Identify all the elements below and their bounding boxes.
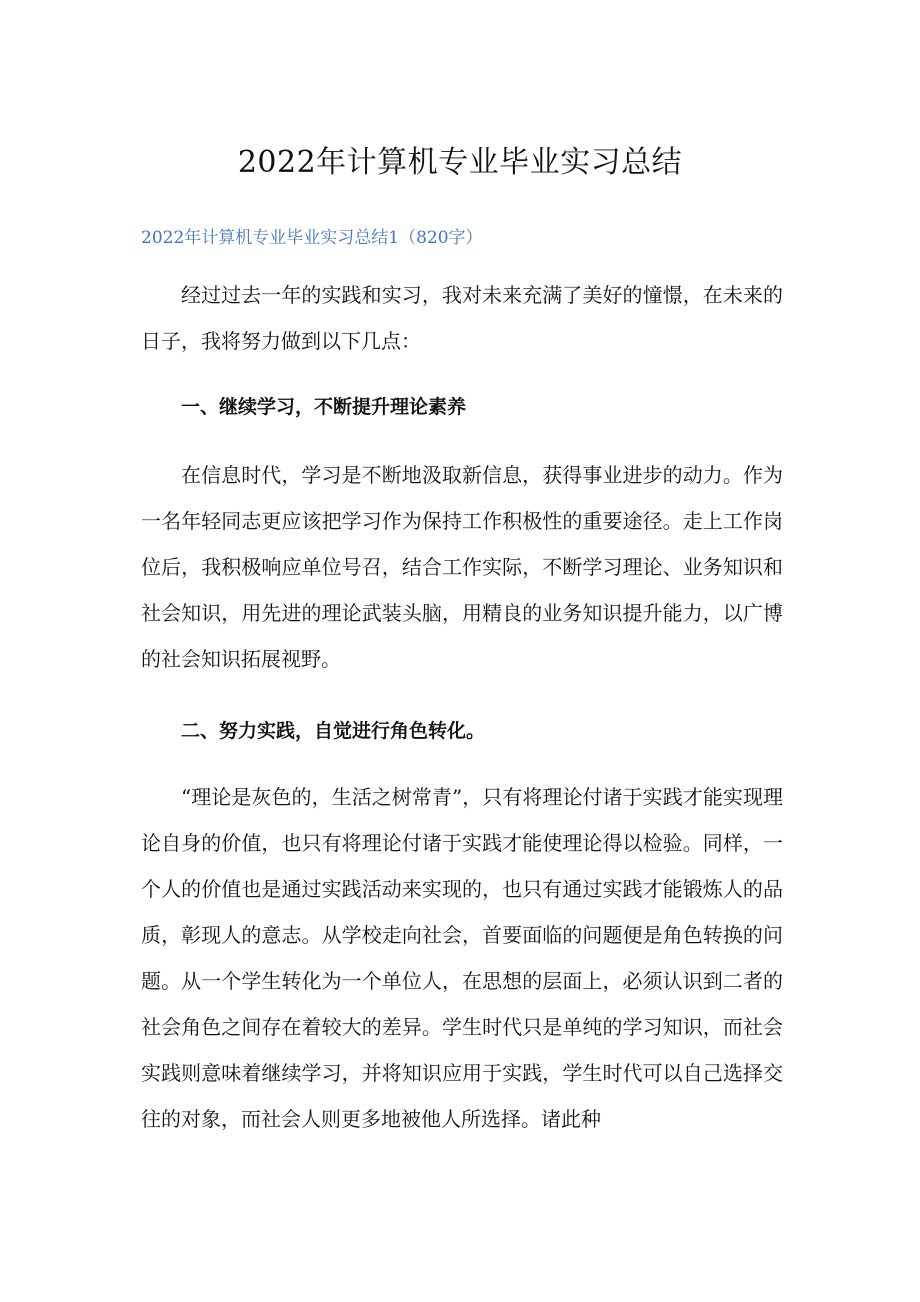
paragraph-learning: 在信息时代，学习是不断地汲取新信息，获得事业进步的动力。作为一名年轻同志更应该把学习作为保持工作积极性的重要途径。走上工作岗位后，我积极响应单位号召，结合工作实际，不断学习理论、业务知识和社会知识，用先进的理论武装头脑，用精良的业务知识提升能力，以广博的社会知识拓展视野。 (141, 463, 783, 671)
section-heading-2: 二、努力实践，自觉进行角色转化。 (181, 720, 486, 742)
section-heading-1: 一、继续学习，不断提升理论素养 (181, 396, 467, 418)
paragraph-practice: “理论是灰色的，生活之树常青”，只有将理论付诸于实践才能实现理论自身的价值，也只有将理论付诸于实践才能使理论得以检验。同样，一个人的价值也是通过实践活动来实现的，也只有通过实践才能锻炼人的品质，彰现人的意志。从学校走向社会，首要面临的问题便是角色转换的问题。从一个学生转化为一个单位人，在思想的层面上，必须认识到二者的社会角色之间存在着较大的差异。学生时代只是单纯的学习知识，而社会实践则意味着继续学习，并将知识应用于实践，学生时代可以自己选择交往的对象，而社会人则更多地被他人所选择。诸此种 (141, 785, 783, 1131)
document-title: 2022年计算机专业毕业实习总结 (237, 145, 683, 180)
paragraph-intro: 经过过去一年的实践和实习，我对未来充满了美好的憧憬，在未来的日子，我将努力做到以下几点： (141, 283, 783, 353)
document-subtitle: 2022年计算机专业毕业实习总结1（820字） (141, 228, 483, 248)
